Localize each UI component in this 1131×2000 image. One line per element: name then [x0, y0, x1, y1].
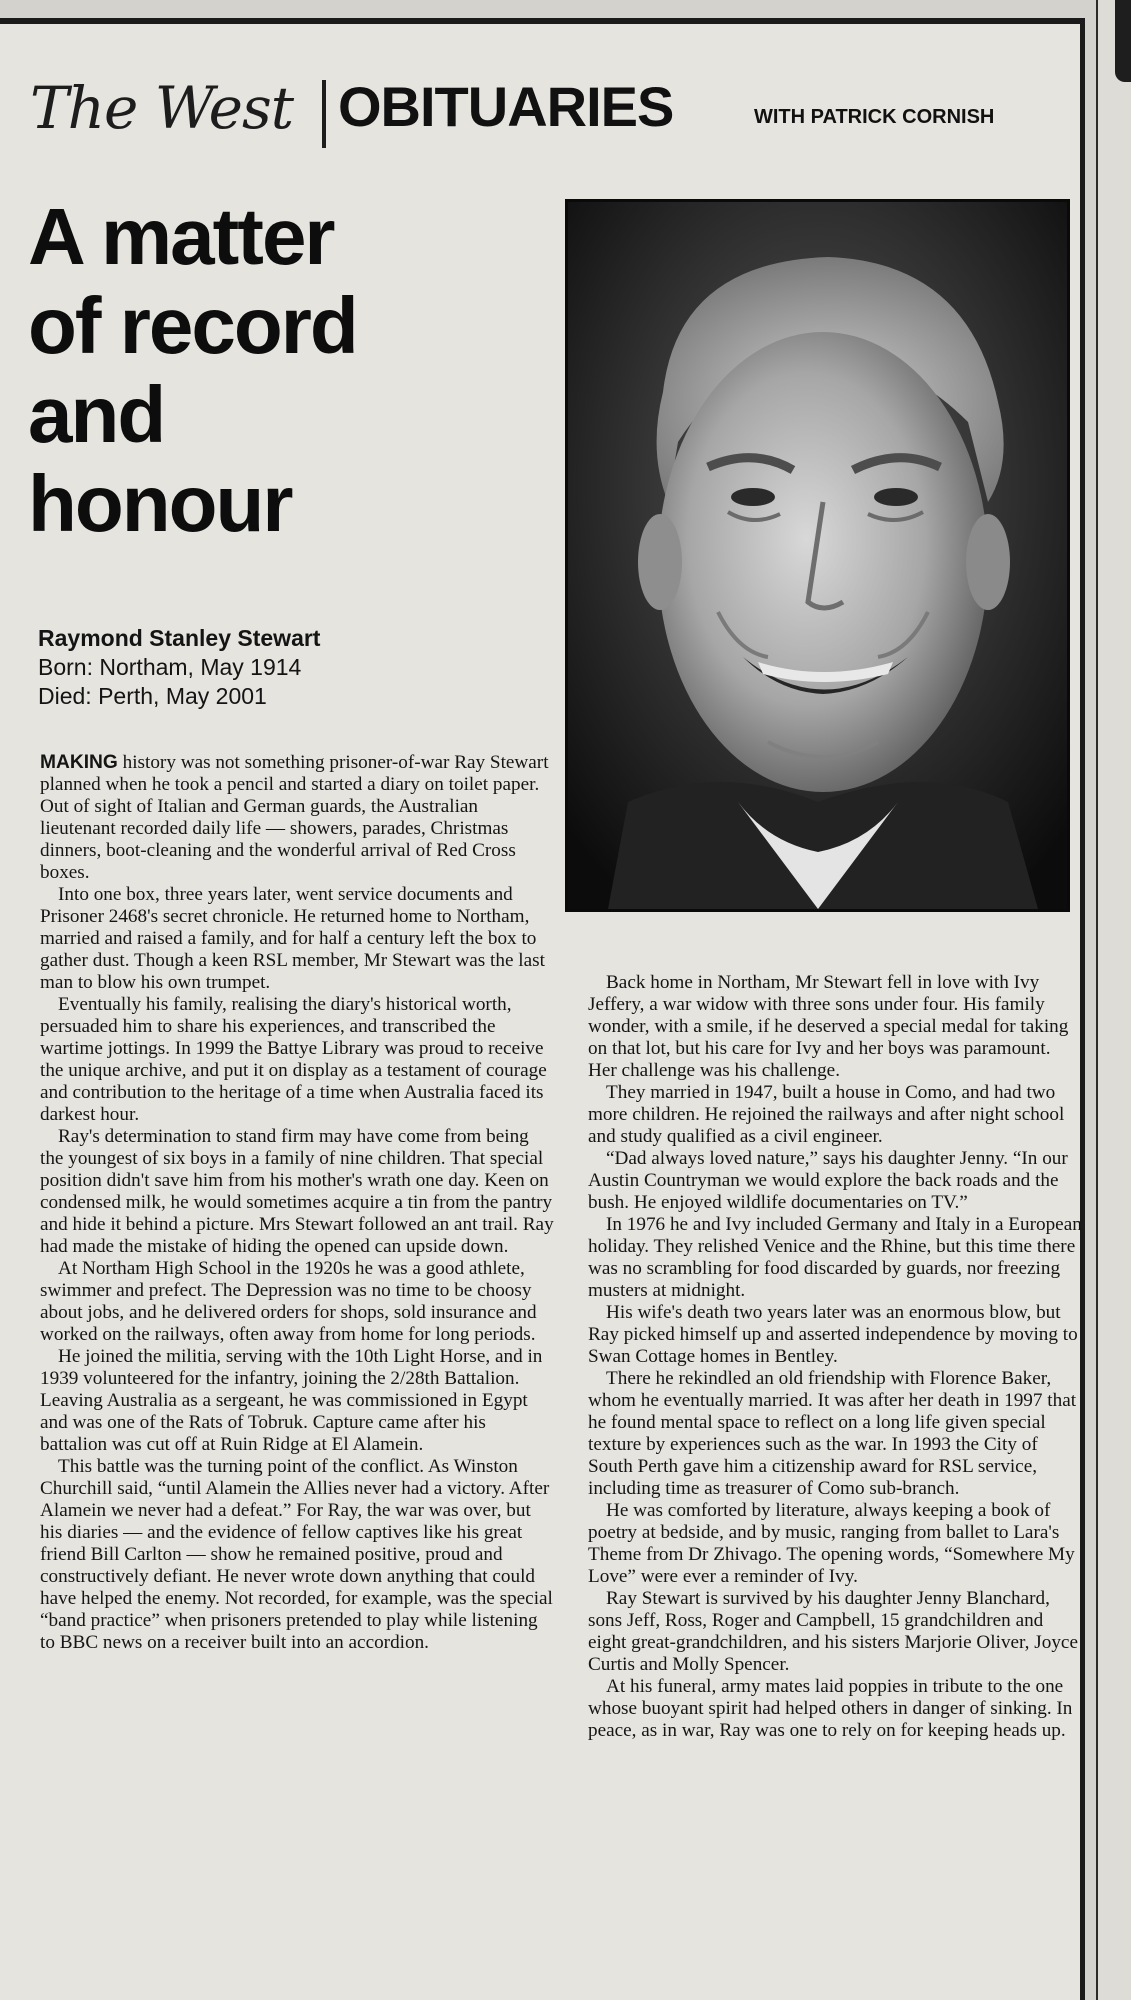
- article-paragraph: His wife's death two years later was an enormous blow, but Ray picked himself up and asserted independence by moving to Swan Cottage homes in Bentley.: [588, 1302, 1078, 1367]
- article-paragraph: He joined the militia, serving with the 10th Light Horse, and in 1939 volunteered for the infantry, joining the 2/28th Battalion. Leaving Australia as a sergeant, he was commissioned in Egypt and was one of the Rats of Tobruk. Capture came after his battalion was cut off at Ruin Ridge at El Alamein.: [40, 1346, 543, 1455]
- headline: [28, 192, 448, 548]
- lead-word: MAKING: [40, 752, 118, 773]
- publication-name: The West: [30, 74, 294, 142]
- article-paragraph: In 1976 he and Ivy included Germany and Italy in a European holiday. They relished Venice and the Rhine, but this time there was no scrambling for food discarded by guards, nor freezing musters at midnight.: [588, 1214, 1082, 1301]
- paragraph-text: history was not something prisoner-of-war Ray Stewart planned when he took a pencil and started a diary on toilet paper. Out of sight of Italian and German guards, the Australian lieutenant recorded daily life — showers, parades, Christmas dinners, boot-cleaning and the wonderful arrival of Red Cross boxes.: [40, 752, 549, 883]
- subject-name: Raymond Stanley Stewart: [38, 625, 321, 651]
- article-paragraph: They married in 1947, built a house in Como, and had two more children. He rejoined the railways and after night school and study qualified as a civil engineer.: [588, 1082, 1065, 1147]
- column-byline: WITH PATRICK CORNISH: [754, 106, 995, 128]
- subject-born: Born: Northam, May 1914: [38, 654, 302, 680]
- article-paragraph: At Northam High School in the 1920s he was a good athlete, swimmer and prefect. The Depression was no time to be choosy about jobs, and he delivered orders for shops, sold insurance and worked on the railways, often away from home for long periods.: [40, 1258, 537, 1345]
- adjacent-page-edge: [1096, 0, 1131, 2000]
- page-tab-marker: [1115, 0, 1131, 82]
- section-title: OBITUARIES: [338, 75, 674, 138]
- headline-line: A matter: [28, 192, 334, 281]
- headline-line: of record: [28, 281, 357, 370]
- subject-details: [38, 624, 438, 711]
- article-paragraph: Into one box, three years later, went service documents and Prisoner 2468's secret chronicle. He returned home to Northam, married and raised a family, and for half a century left the box to gather dust. Though a keen RSL member, Mr Stewart was the last man to blow his own trumpet.: [40, 884, 545, 993]
- article-paragraph: “Dad always loved nature,” says his daughter Jenny. “In our Austin Countryman we would explore the back roads and the bush. He enjoyed wildlife documentaries on TV.”: [588, 1148, 1068, 1213]
- masthead-divider: [322, 80, 326, 148]
- article-paragraph: He was comforted by literature, always keeping a book of poetry at bedside, and by music, ranging from ballet to Lara's Theme from Dr Zhivago. The opening words, “Somewhere My Love” were ever a reminder of Ivy.: [588, 1500, 1075, 1587]
- article-paragraph: Ray Stewart is survived by his daughter Jenny Blanchard, sons Jeff, Ross, Roger and Campbell, 15 grandchildren and eight great-grandchildren, and his sisters Marjorie Oliver, Joyce Curtis and Molly Spencer.: [588, 1588, 1078, 1675]
- article-paragraph: [40, 752, 555, 884]
- article-column-left: [40, 752, 555, 1654]
- article-paragraph: This battle was the turning point of the conflict. As Winston Churchill said, “until Alamein the Allies never had a victory. After Alamein we never had a defeat.” For Ray, the war was over, but his diaries — and the evidence of fellow captives like his great friend Bill Carlton — show he remained positive, proud and constructively defiant. He never wrote down anything that could have helped the enemy. Not recorded, for example, was the special “band practice” when prisoners pretended to play while listening to BBC news on a receiver built into an accordion.: [40, 1456, 553, 1653]
- article-paragraph: Eventually his family, realising the diary's historical worth, persuaded him to share his experiences, and transcribed the wartime jottings. In 1999 the Battye Library was proud to receive the unique archive, and put it on display as a testament of courage and contribution to the heritage of a time when Australia faced its darkest hour.: [40, 994, 547, 1125]
- article-paragraph: There he rekindled an old friendship with Florence Baker, whom he eventually married. It was after her death in 1997 that he found mental space to reflect on a long life given special texture by experiences such as the war. In 1993 the City of South Perth gave him a citizenship award for RSL service, including time as treasurer of Como sub-branch.: [588, 1368, 1077, 1499]
- masthead: [30, 58, 1070, 148]
- headline-line: honour: [28, 459, 292, 548]
- article-column-right: [588, 972, 1082, 1742]
- headline-line: and: [28, 370, 165, 459]
- subject-died: Died: Perth, May 2001: [38, 683, 267, 709]
- article-paragraph: Back home in Northam, Mr Stewart fell in love with Ivy Jeffery, a war widow with three sons under four. His family wonder, with a smile, if he deserved a special medal for taking on that lot, but his care for Ivy and her boys was paramount. Her challenge was his challenge.: [588, 972, 1069, 1081]
- article-paragraph: At his funeral, army mates laid poppies in tribute to the one whose buoyant spirit had helped others in danger of sinking. In peace, as in war, Ray was one to rely on for keeping heads up.: [588, 1676, 1073, 1741]
- portrait-illustration: [568, 202, 1067, 909]
- newspaper-page: [0, 18, 1085, 2000]
- article-paragraph: Ray's determination to stand firm may have come from being the youngest of six boys in a family of nine children. That special position didn't save him from his mother's wrath one day. Keen on condensed milk, he would sometimes acquire a tin from the pantry and hide it behind a picture. Mrs Stewart followed an ant trail. Ray had made the mistake of hiding the opened can upside down.: [40, 1126, 554, 1257]
- portrait-photo: [565, 199, 1070, 912]
